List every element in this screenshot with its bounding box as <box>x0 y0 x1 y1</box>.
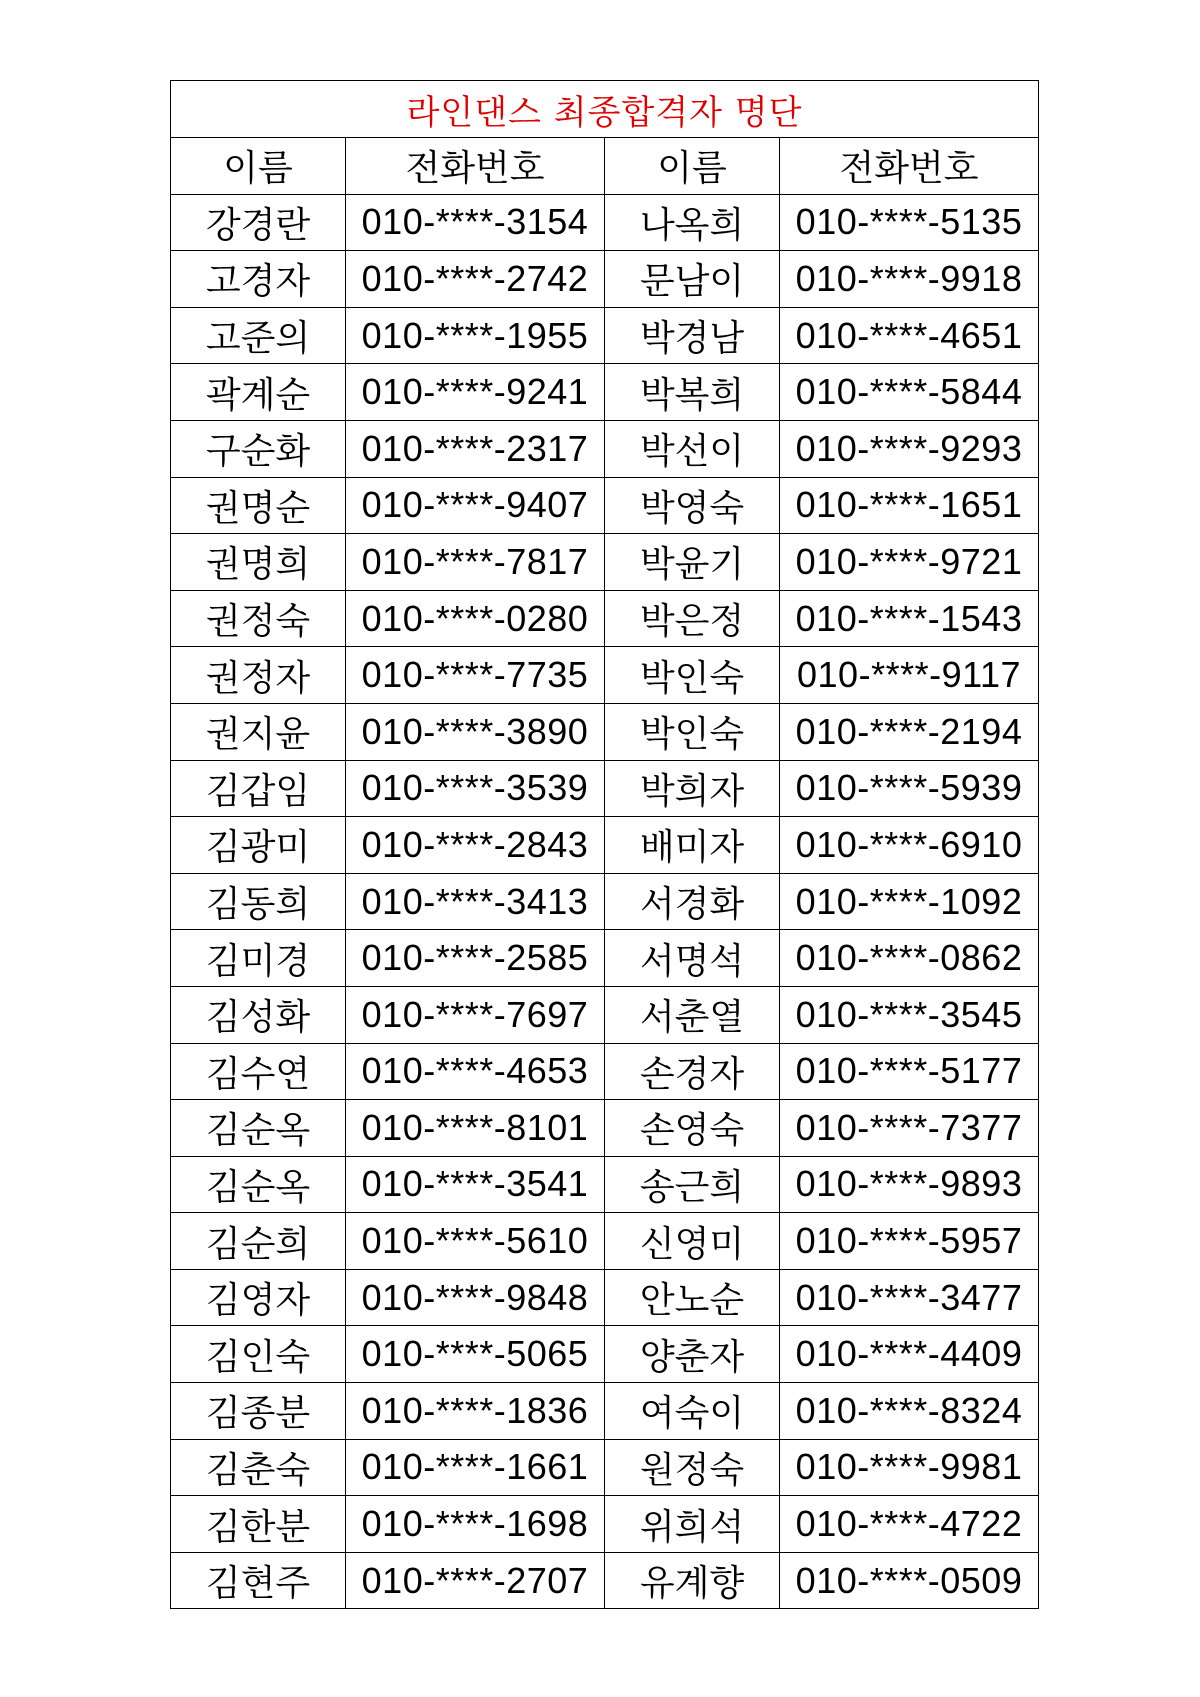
phone-cell-right: 010-****-3545 <box>780 986 1039 1043</box>
title-row <box>171 81 1039 138</box>
name-cell-left: 강경란 <box>171 194 346 251</box>
table-title: 라인댄스 최종합격자 명단 <box>171 81 1039 138</box>
name-cell-right: 위희석 <box>605 1496 780 1553</box>
phone-cell-right: 010-****-5939 <box>780 760 1039 817</box>
phone-cell-left: 010-****-2843 <box>346 817 605 874</box>
name-cell-right: 박경남 <box>605 307 780 364</box>
table-row <box>171 873 1039 930</box>
table-row <box>171 1100 1039 1157</box>
phone-cell-left: 010-****-2707 <box>346 1552 605 1609</box>
name-cell-left: 권명희 <box>171 534 346 591</box>
name-cell-left: 권지윤 <box>171 703 346 760</box>
phone-cell-left: 010-****-8101 <box>346 1100 605 1157</box>
header-phone-1: 전화번호 <box>346 138 605 195</box>
phone-cell-left: 010-****-1955 <box>346 307 605 364</box>
table-row <box>171 817 1039 874</box>
name-cell-left: 김순희 <box>171 1213 346 1270</box>
phone-cell-left: 010-****-9407 <box>346 477 605 534</box>
table-row <box>171 534 1039 591</box>
phone-cell-right: 010-****-4409 <box>780 1326 1039 1383</box>
phone-cell-right: 010-****-7377 <box>780 1100 1039 1157</box>
name-cell-left: 김성화 <box>171 986 346 1043</box>
phone-cell-right: 010-****-0509 <box>780 1552 1039 1609</box>
name-cell-left: 김인숙 <box>171 1326 346 1383</box>
phone-cell-left: 010-****-1698 <box>346 1496 605 1553</box>
phone-cell-left: 010-****-5065 <box>346 1326 605 1383</box>
phone-cell-right: 010-****-9981 <box>780 1439 1039 1496</box>
table-row <box>171 930 1039 987</box>
table-row <box>171 251 1039 308</box>
name-cell-left: 김미경 <box>171 930 346 987</box>
name-cell-left: 고준의 <box>171 307 346 364</box>
phone-cell-left: 010-****-3539 <box>346 760 605 817</box>
table-row <box>171 194 1039 251</box>
phone-cell-right: 010-****-5135 <box>780 194 1039 251</box>
name-cell-right: 서명석 <box>605 930 780 987</box>
phone-cell-left: 010-****-0280 <box>346 590 605 647</box>
name-cell-right: 송근희 <box>605 1156 780 1213</box>
phone-cell-left: 010-****-1836 <box>346 1383 605 1440</box>
roster-body <box>171 194 1039 1609</box>
name-cell-left: 구순화 <box>171 420 346 477</box>
phone-cell-right: 010-****-5957 <box>780 1213 1039 1270</box>
phone-cell-right: 010-****-9293 <box>780 420 1039 477</box>
name-cell-right: 손영숙 <box>605 1100 780 1157</box>
phone-cell-right: 010-****-3477 <box>780 1269 1039 1326</box>
table-row <box>171 647 1039 704</box>
name-cell-left: 권정숙 <box>171 590 346 647</box>
name-cell-right: 문남이 <box>605 251 780 308</box>
name-cell-left: 김순옥 <box>171 1100 346 1157</box>
phone-cell-left: 010-****-1661 <box>346 1439 605 1496</box>
name-cell-right: 안노순 <box>605 1269 780 1326</box>
phone-cell-right: 010-****-2194 <box>780 703 1039 760</box>
name-cell-right: 서춘열 <box>605 986 780 1043</box>
phone-cell-right: 010-****-9721 <box>780 534 1039 591</box>
table-row <box>171 1156 1039 1213</box>
header-name-1: 이름 <box>171 138 346 195</box>
name-cell-right: 박복희 <box>605 364 780 421</box>
table-row <box>171 1269 1039 1326</box>
header-phone-2: 전화번호 <box>780 138 1039 195</box>
name-cell-right: 양춘자 <box>605 1326 780 1383</box>
phone-cell-left: 010-****-2585 <box>346 930 605 987</box>
name-cell-left: 김현주 <box>171 1552 346 1609</box>
phone-cell-right: 010-****-9117 <box>780 647 1039 704</box>
name-cell-left: 곽계순 <box>171 364 346 421</box>
phone-cell-right: 010-****-9893 <box>780 1156 1039 1213</box>
name-cell-left: 김순옥 <box>171 1156 346 1213</box>
phone-cell-left: 010-****-2742 <box>346 251 605 308</box>
roster-table <box>170 80 1039 1609</box>
name-cell-left: 김갑임 <box>171 760 346 817</box>
phone-cell-right: 010-****-4651 <box>780 307 1039 364</box>
phone-cell-left: 010-****-9848 <box>346 1269 605 1326</box>
roster-sheet <box>170 80 1038 1609</box>
name-cell-right: 박은정 <box>605 590 780 647</box>
phone-cell-right: 010-****-4722 <box>780 1496 1039 1553</box>
table-row <box>171 590 1039 647</box>
table-row <box>171 1439 1039 1496</box>
phone-cell-left: 010-****-3154 <box>346 194 605 251</box>
phone-cell-right: 010-****-8324 <box>780 1383 1039 1440</box>
name-cell-right: 유계향 <box>605 1552 780 1609</box>
phone-cell-left: 010-****-5610 <box>346 1213 605 1270</box>
phone-cell-left: 010-****-7697 <box>346 986 605 1043</box>
name-cell-right: 박희자 <box>605 760 780 817</box>
phone-cell-left: 010-****-3541 <box>346 1156 605 1213</box>
name-cell-left: 권정자 <box>171 647 346 704</box>
name-cell-left: 김광미 <box>171 817 346 874</box>
name-cell-left: 김종분 <box>171 1383 346 1440</box>
name-cell-right: 박윤기 <box>605 534 780 591</box>
header-name-2: 이름 <box>605 138 780 195</box>
phone-cell-right: 010-****-0862 <box>780 930 1039 987</box>
table-row <box>171 307 1039 364</box>
phone-cell-right: 010-****-1543 <box>780 590 1039 647</box>
table-row <box>171 1213 1039 1270</box>
phone-cell-right: 010-****-1651 <box>780 477 1039 534</box>
name-cell-right: 박선이 <box>605 420 780 477</box>
phone-cell-left: 010-****-3890 <box>346 703 605 760</box>
name-cell-right: 원정숙 <box>605 1439 780 1496</box>
name-cell-right: 박인숙 <box>605 703 780 760</box>
name-cell-right: 나옥희 <box>605 194 780 251</box>
name-cell-left: 김동희 <box>171 873 346 930</box>
name-cell-right: 여숙이 <box>605 1383 780 1440</box>
phone-cell-right: 010-****-1092 <box>780 873 1039 930</box>
table-row <box>171 703 1039 760</box>
name-cell-left: 김수연 <box>171 1043 346 1100</box>
phone-cell-left: 010-****-7817 <box>346 534 605 591</box>
name-cell-left: 김영자 <box>171 1269 346 1326</box>
name-cell-right: 박영숙 <box>605 477 780 534</box>
phone-cell-right: 010-****-6910 <box>780 817 1039 874</box>
table-row <box>171 477 1039 534</box>
header-row <box>171 138 1039 195</box>
name-cell-left: 고경자 <box>171 251 346 308</box>
name-cell-left: 김한분 <box>171 1496 346 1553</box>
table-row <box>171 1043 1039 1100</box>
table-row <box>171 1552 1039 1609</box>
phone-cell-left: 010-****-9241 <box>346 364 605 421</box>
table-row <box>171 1326 1039 1383</box>
phone-cell-left: 010-****-3413 <box>346 873 605 930</box>
phone-cell-left: 010-****-7735 <box>346 647 605 704</box>
table-row <box>171 364 1039 421</box>
name-cell-left: 김춘숙 <box>171 1439 346 1496</box>
table-row <box>171 986 1039 1043</box>
phone-cell-right: 010-****-5177 <box>780 1043 1039 1100</box>
table-row <box>171 1383 1039 1440</box>
phone-cell-right: 010-****-9918 <box>780 251 1039 308</box>
phone-cell-left: 010-****-4653 <box>346 1043 605 1100</box>
name-cell-right: 배미자 <box>605 817 780 874</box>
table-row <box>171 420 1039 477</box>
table-row <box>171 760 1039 817</box>
name-cell-left: 권명순 <box>171 477 346 534</box>
phone-cell-left: 010-****-2317 <box>346 420 605 477</box>
name-cell-right: 신영미 <box>605 1213 780 1270</box>
table-row <box>171 1496 1039 1553</box>
phone-cell-right: 010-****-5844 <box>780 364 1039 421</box>
name-cell-right: 박인숙 <box>605 647 780 704</box>
name-cell-right: 손경자 <box>605 1043 780 1100</box>
name-cell-right: 서경화 <box>605 873 780 930</box>
